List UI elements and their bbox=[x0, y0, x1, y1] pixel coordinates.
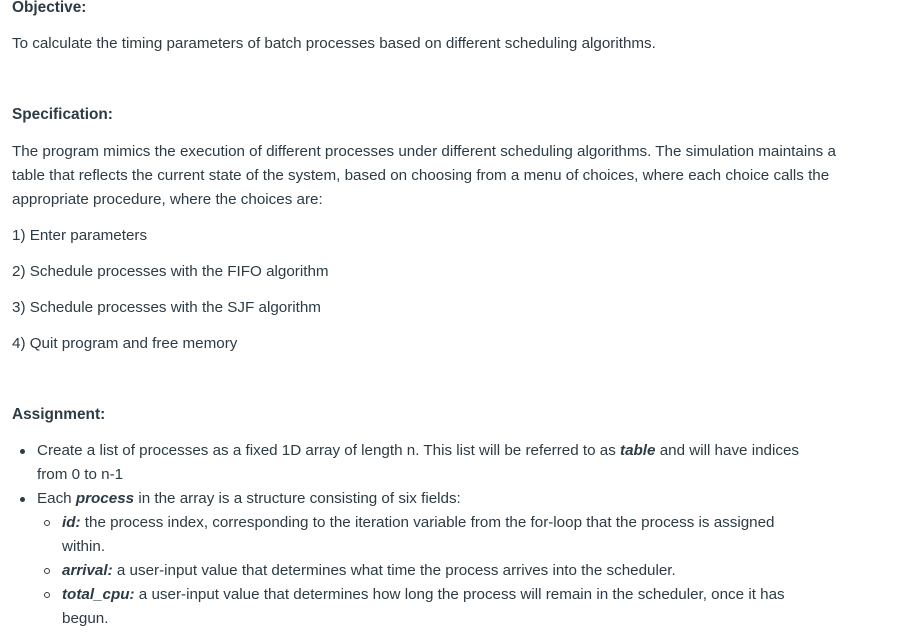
field-item-total-cpu bbox=[37, 583, 812, 631]
term-process: process bbox=[75, 490, 135, 507]
term-table: table bbox=[620, 442, 656, 459]
specification-heading: Specification: bbox=[12, 106, 113, 123]
process-fields-list bbox=[37, 511, 827, 631]
objective-heading: Objective: bbox=[12, 0, 87, 16]
field-description: the process index, corresponding to the iteration variable from the for-loop that the process is assigned within. bbox=[62, 514, 775, 555]
field-description: a user-input value that determines what time the process arrives into the scheduler. bbox=[112, 562, 676, 579]
objective-text: To calculate the timing parameters of batch processes based on different scheduling algorithms. bbox=[12, 35, 656, 52]
field-description: a user-input value that determines how long the process will remain in the scheduler, once it has begun. bbox=[62, 586, 785, 627]
choice-fifo: 2) Schedule processes with the FIFO algorithm bbox=[12, 263, 329, 280]
choice-quit: 4) Quit program and free memory bbox=[12, 335, 238, 352]
choice-enter-parameters: 1) Enter parameters bbox=[12, 227, 148, 244]
list-item-process bbox=[0, 487, 827, 631]
field-name: id: bbox=[62, 514, 81, 531]
field-name: total_cpu: bbox=[62, 586, 135, 603]
assignment-list bbox=[0, 439, 860, 631]
bullet-text-pre: Each bbox=[37, 490, 76, 507]
specification-text: The program mimics the execution of different processes under different scheduling algorithms. The simulation maintains a table that reflects the current state of the system, based on choosing from a menu of choices, where each choice calls the appropriate procedure, where the choices are: bbox=[12, 143, 836, 208]
bullet-text-post: in the array is a structure consisting of six fields: bbox=[134, 490, 461, 507]
list-item-table bbox=[0, 439, 827, 487]
field-name: arrival: bbox=[62, 562, 113, 579]
field-item-arrival bbox=[37, 559, 812, 583]
bullet-text-post: and will have indices from 0 to n-1 bbox=[37, 442, 799, 483]
choice-sjf: 3) Schedule processes with the SJF algorithm bbox=[12, 299, 321, 316]
assignment-heading: Assignment: bbox=[12, 406, 106, 423]
field-item-id bbox=[37, 511, 812, 559]
bullet-text-pre: Create a list of processes as a fixed 1D array of length n. This list will be referred to as bbox=[37, 442, 621, 459]
